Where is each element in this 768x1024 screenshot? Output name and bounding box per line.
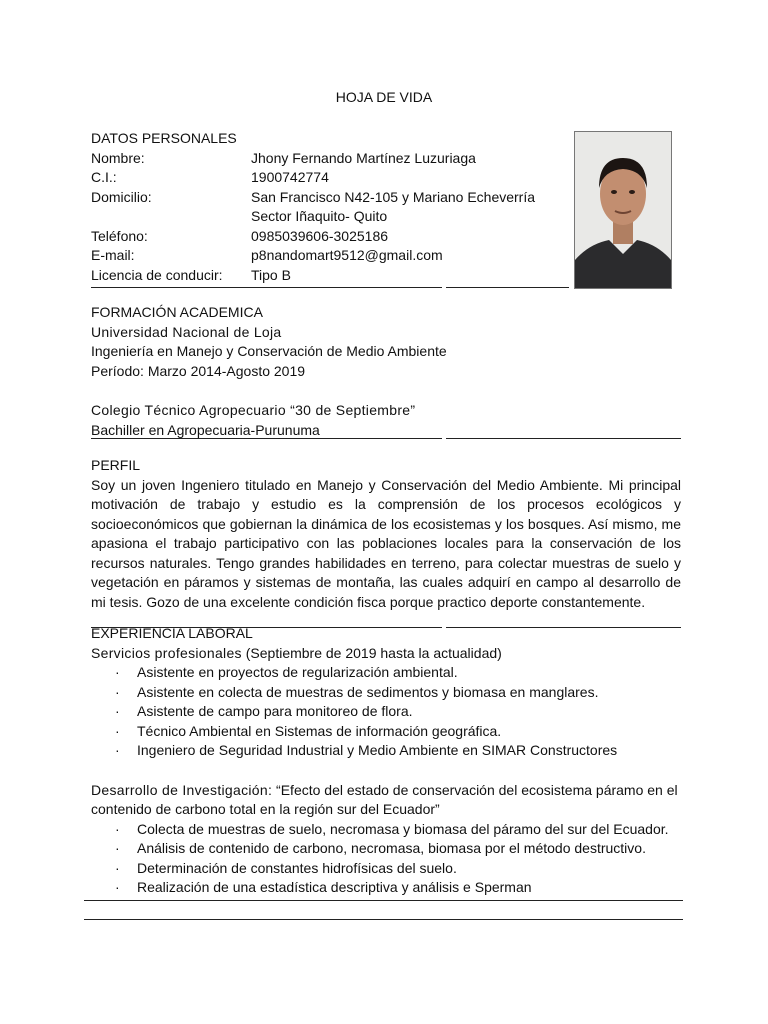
profile-text: Soy un joven Ingeniero titulado en Manejo y Conservación del Medio Ambiente. Mi principal motivación de trabajo y estudio es la comprensión de los procesos ecológicos y socioeconómicos que gobiernan la dinámica de los ecosistemas y los bosques. Así mismo, me apasiona el trabajo participativo con las poblaciones locales para la conservación de los recursos naturales. Tengo grandes habilidades en terreno, para colectar muestras de suelo y vegetación en páramos y sistemas de montaña, las cuales adquirí en campo al desarrollo de mi tesis. Gozo de una excelente condición fisca porque practico deporte constantemente. (91, 476, 681, 610)
profile-heading: PERFIL (91, 457, 141, 473)
document-title: HOJA DE VIDA (335, 89, 433, 105)
address-label: Domicilio: (91, 188, 152, 205)
list-item (91, 663, 681, 683)
bullet: · (115, 722, 120, 739)
email-label: E-mail: (91, 247, 135, 263)
name-value: Jhony Fernando Martínez Luzuriaga (251, 149, 476, 166)
services-list (91, 663, 681, 761)
profile-photo-image (575, 132, 671, 288)
license-value: Tipo B (251, 266, 291, 283)
bullet: · (115, 742, 120, 758)
education-university: Universidad Nacional de Loja (91, 323, 282, 340)
id-label: C.I.: (91, 169, 117, 185)
id-value: 1900742774 (251, 169, 329, 185)
research-line (91, 781, 681, 820)
profile-section (91, 456, 681, 612)
list-item-text: Asistente en colecta de muestras de sedimentos y biomasa en manglares. (137, 683, 599, 700)
education-heading: FORMACIÓN ACADEMICA (91, 304, 263, 320)
phone-label: Teléfono: (91, 227, 148, 244)
list-item (91, 741, 681, 761)
experience-heading: EXPERIENCIA LABORAL (91, 625, 253, 641)
list-item (91, 722, 681, 742)
list-item-text: Realización de una estadística descriptiva y análisis e Sperman (137, 879, 532, 895)
education-school-degree: Bachiller en Agropecuaria-Purunuma (91, 421, 320, 438)
personal-data-heading: DATOS PERSONALES (91, 130, 237, 146)
education-section (91, 303, 681, 440)
list-item-text: Asistente en proyectos de regularización ambiental. (137, 664, 458, 680)
list-item (91, 683, 681, 703)
phone-value: 0985039606-3025186 (251, 227, 389, 244)
bullet: · (115, 664, 120, 680)
services-label: Servicios profesionales (91, 644, 242, 661)
bullet: · (115, 859, 120, 876)
bullet: · (115, 820, 120, 837)
divider-personal-left (91, 287, 442, 288)
profile-photo (574, 131, 672, 289)
divider-bottom-1 (84, 900, 683, 901)
research-list (91, 820, 681, 898)
education-school: Colegio Técnico Agropecuario “30 de Septiembre” (91, 402, 416, 418)
experience-section (91, 624, 681, 898)
divider-personal-right (446, 287, 569, 288)
divider-bottom-2 (84, 919, 683, 920)
address-2-label (91, 207, 251, 227)
list-item-text: Técnico Ambiental en Sistemas de información geográfica. (137, 722, 502, 739)
bullet: · (115, 683, 120, 700)
email-value: p8nandomart9512@gmail.com (251, 247, 443, 263)
bullet: · (115, 840, 120, 856)
list-item-text: Determinación de constantes hidrofísicas del suelo. (137, 859, 457, 876)
list-item-text: Asistente de campo para monitoreo de flora. (137, 703, 413, 719)
list-item-text: Ingeniero de Seguridad Industrial y Medio Ambiente en SIMAR Constructores (137, 742, 618, 758)
license-label: Licencia de conducir: (91, 266, 223, 283)
name-label: Nombre: (91, 149, 145, 166)
education-period: Período: Marzo 2014-Agosto 2019 (91, 362, 306, 379)
divider-education-left (91, 438, 442, 439)
divider-education-right (446, 438, 681, 439)
research-label: Desarrollo de Investigación: (91, 781, 273, 798)
services-line (91, 644, 681, 664)
list-item-text: Análisis de contenido de carbono, necromasa, biomasa por el método destructivo. (137, 840, 646, 856)
education-degree: Ingeniería en Manejo y Conservación de Medio Ambiente (91, 343, 447, 359)
services-period: (Septiembre de 2019 hasta la actualidad) (241, 644, 502, 661)
list-item (91, 859, 681, 879)
research-title: “Efecto del estado de conservación del ecosistema páramo en el contenido de carbono total en la región sur del Ecuador” (91, 781, 678, 817)
list-item (91, 878, 681, 898)
address-value: San Francisco N42-105 y Mariano Echeverría (251, 188, 536, 205)
list-item-text: Colecta de muestras de suelo, necromasa y biomasa del páramo del sur del Ecuador. (137, 820, 669, 837)
list-item (91, 839, 681, 859)
bullet: · (115, 879, 120, 895)
bullet: · (115, 703, 120, 719)
list-item (91, 702, 681, 722)
address-2-value: Sector Iñaquito- Quito (251, 208, 388, 224)
list-item (91, 820, 681, 840)
